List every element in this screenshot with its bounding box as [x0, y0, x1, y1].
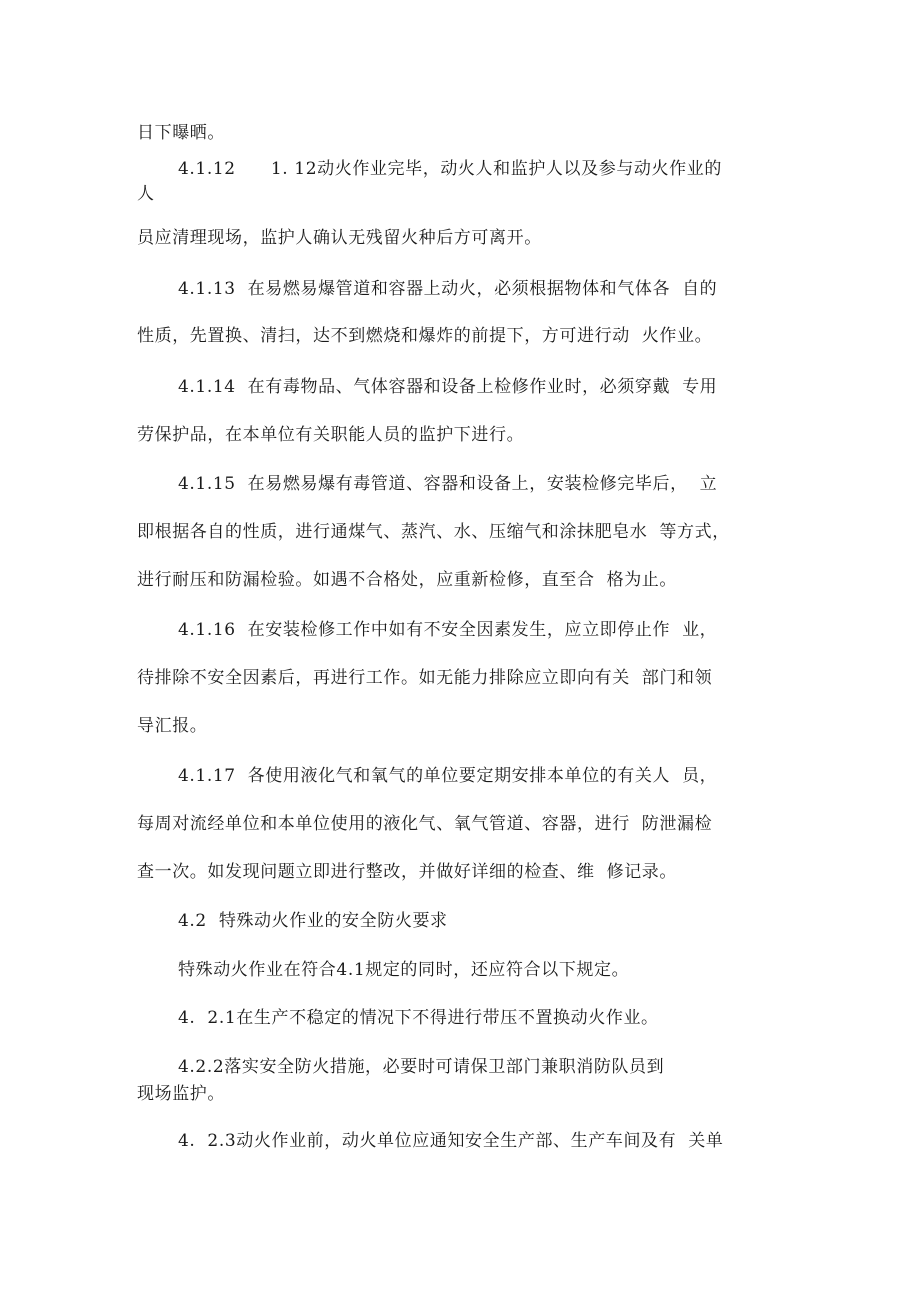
text-line-4-1-16: 4.1.16 在安装检修工作中如有不安全因素发生，应立即停止作 业， [178, 620, 718, 640]
text-line-4-2-3: 4. 2.3动火作业前，动火单位应通知安全生产部、生产车间及有 关单 [178, 1131, 724, 1151]
text-line: 现场监护。 [137, 1084, 225, 1104]
text-line: 查一次。如发现问题立即进行整改，并做好详细的检查、维 修记录。 [137, 862, 678, 882]
text-line-4-2-1: 4. 2.1在生产不稳定的情况下不得进行带压不置换动火作业。 [178, 1008, 659, 1028]
text-line: 性质，先置换、清扫，达不到燃烧和爆炸的前提下，方可进行动 火作业。 [137, 326, 713, 346]
text-line-4-1-12: 4.1.12 1. 12动火作业完毕，动火人和监护人以及参与动火作业的 [178, 159, 722, 179]
text-line: 待排除不安全因素后，再进行工作。如无能力排除应立即向有关 部门和领 [137, 668, 713, 688]
text-line-wrap-char: 人 [137, 184, 155, 204]
text-line: 进行耐压和防漏检验。如遇不合格处，应重新检修，直至合 格为止。 [137, 570, 678, 590]
section-heading-4-2: 4.2 特殊动火作业的安全防火要求 [178, 911, 448, 931]
text-line-4-1-15: 4.1.15 在易燃易爆有毒管道、容器和设备上，安装检修完毕后， 立 [178, 474, 718, 494]
text-line-continuation: 日下曝晒。 [137, 123, 225, 143]
text-line: 员应清理现场，监护人确认无残留火种后方可离开。 [137, 228, 542, 248]
text-line-4-1-17: 4.1.17 各使用液化气和氧气的单位要定期安排本单位的有关人 员， [178, 766, 718, 786]
text-line: 特殊动火作业在符合4.1规定的同时，还应符合以下规定。 [178, 960, 630, 980]
text-line: 即根据各自的性质，进行通煤气、蒸汽、水、压缩气和涂抹肥皂水 等方式， [137, 522, 730, 542]
text-line-4-1-13: 4.1.13 在易燃易爆管道和容器上动火，必须根据物体和气体各 自的 [178, 279, 718, 299]
text-line: 每周对流经单位和本单位使用的液化气、氧气管道、容器，进行 防泄漏检 [137, 814, 713, 834]
text-line-4-2-2: 4.2.2落实安全防火措施，必要时可请保卫部门兼职消防队员到 [178, 1057, 665, 1077]
text-line: 导汇报。 [137, 716, 208, 736]
text-line: 劳保护品，在本单位有关职能人员的监护下进行。 [137, 425, 525, 445]
text-line-4-1-14: 4.1.14 在有毒物品、气体容器和设备上检修作业时，必须穿戴 专用 [178, 377, 718, 397]
